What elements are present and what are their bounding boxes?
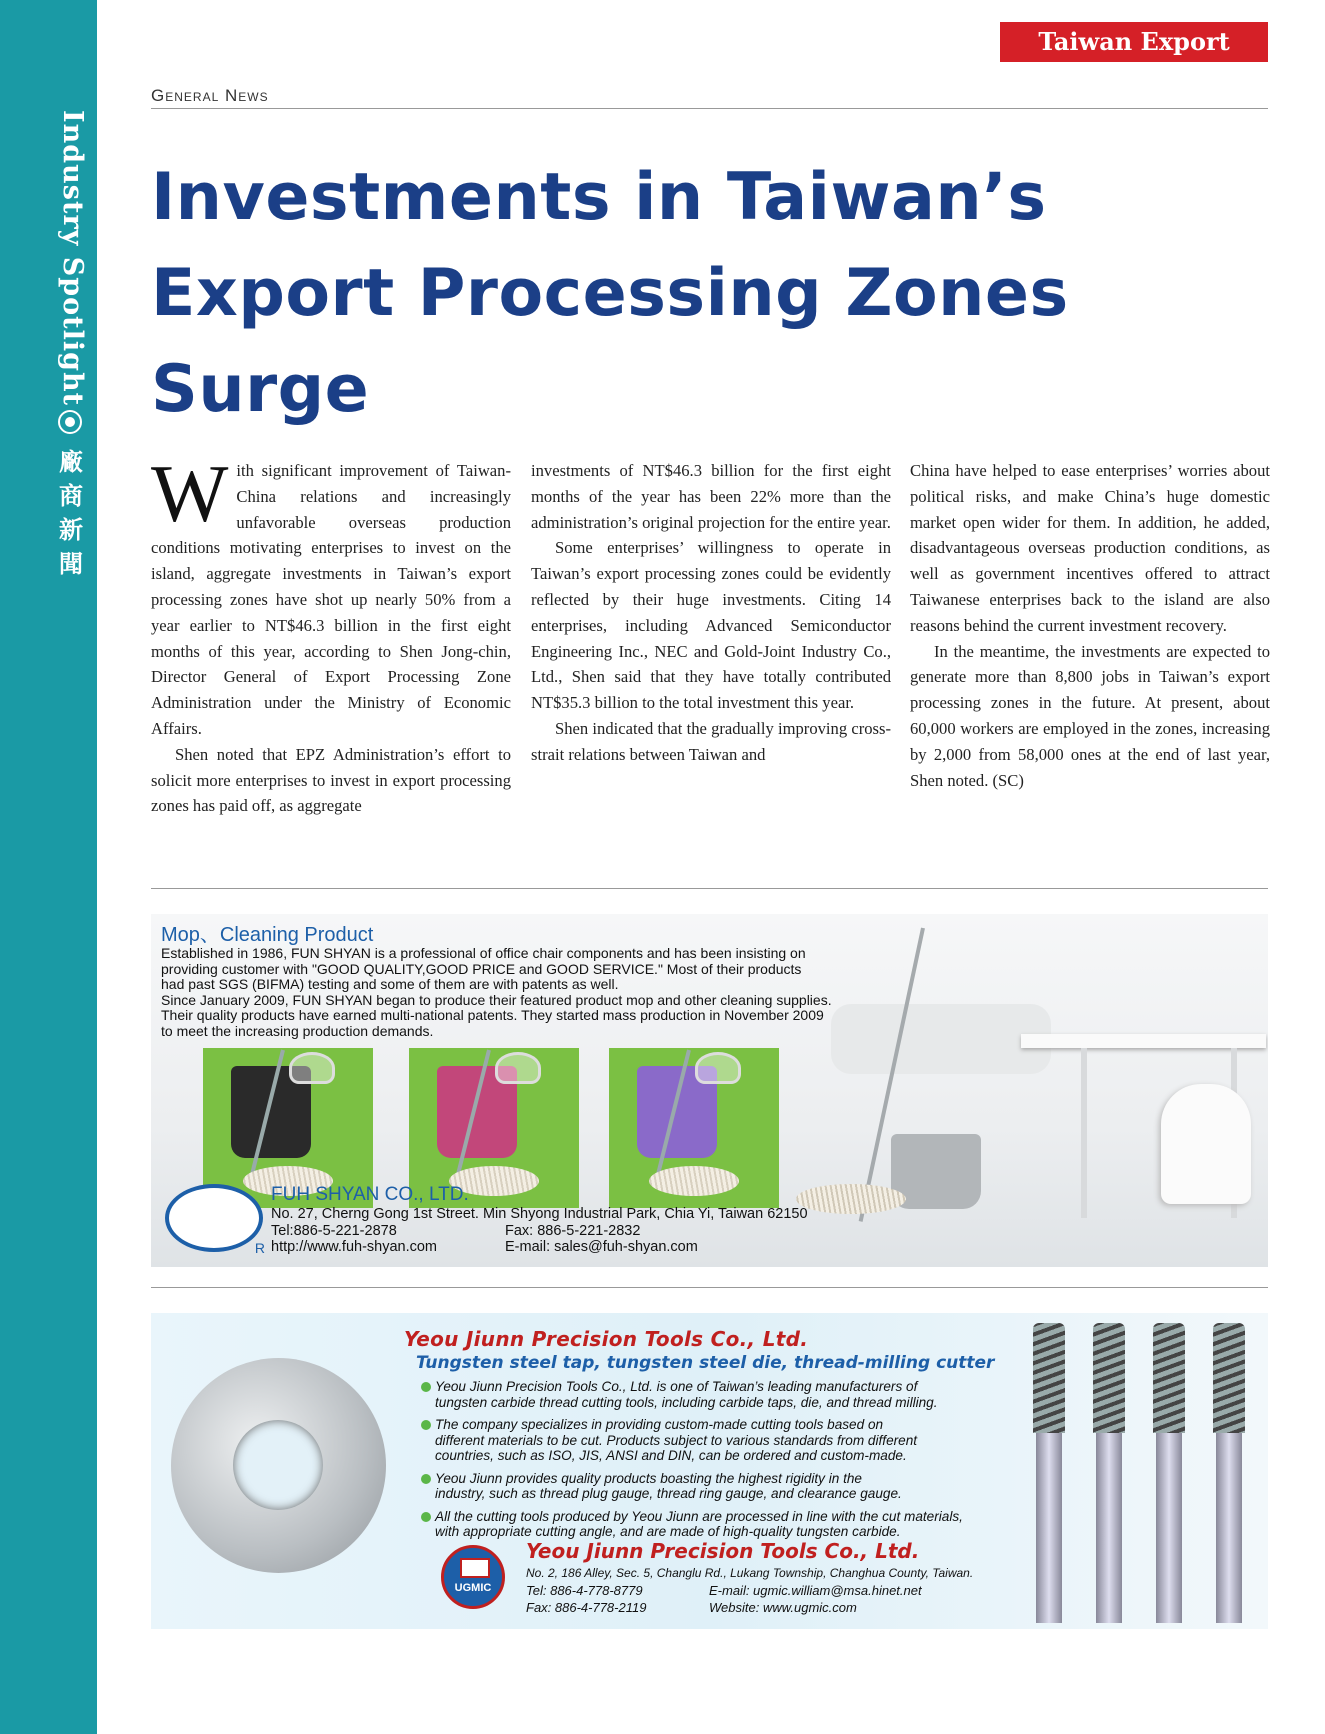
fax: Fax: 886-4-778-2119 [526, 1600, 647, 1615]
fax: Fax: 886-5-221-2832 [505, 1222, 641, 1239]
tap-tool-photo [1033, 1323, 1065, 1623]
bucket-shape [637, 1066, 717, 1158]
article-paragraph: In the meantime, the investments are expected to generate more than 8,800 jobs in Taiwan’s export processing zones in the future. At present, about 60,000 workers are employed in the zones, increasing by 2,000 from 58,000 ones at the end of last year, Shen noted. (SC) [910, 641, 1270, 790]
sidebar-cjk-char: 商 [59, 482, 83, 510]
feature-item [421, 1509, 1201, 1540]
ad-title: Yeou Jiunn Precision Tools Co., Ltd. [404, 1327, 809, 1351]
sidebar-cjk-label [56, 445, 86, 581]
article-paragraph: Shen indicated that the gradually improving cross-strait relations between Taiwan and [531, 718, 891, 764]
article-paragraph: China have helped to ease enterprises’ worries about political risks, and make China’s huge domestic market open wider for them. In addition, he added, disadvantageous overseas production conditions, as well as government incentives offered to attract Taiwanese enterprises back to the island are also reasons behind the current investment recovery. [910, 461, 1270, 635]
contact-row [271, 1239, 808, 1256]
chair-illustration [1161, 1084, 1251, 1204]
tap-tool-photo [1093, 1323, 1125, 1623]
contact-info [271, 1206, 808, 1256]
publication-badge: Taiwan Export Express [1000, 22, 1268, 62]
yeou-jiunn-advertisement [151, 1313, 1268, 1629]
header-divider [151, 108, 1268, 109]
contact-row [526, 1582, 973, 1599]
sidebar-cjk-char: 新 [59, 516, 83, 544]
sidebar-cjk-char: 聞 [59, 550, 83, 578]
address: No. 27, Cherng Gong 1st Street. Min Shyong Industrial Park, Chia Yi, Taiwan 62150 [271, 1206, 808, 1222]
feature-item [421, 1379, 1201, 1410]
company-name: Yeou Jiunn Precision Tools Co., Ltd. [526, 1539, 920, 1563]
ad-divider [151, 888, 1268, 889]
ad-divider [151, 1287, 1268, 1288]
tap-tool-photo [1213, 1323, 1245, 1623]
article-column-3 [910, 458, 1270, 793]
article-paragraph: Shen noted that EPZ Administration’s effort to solicit more enterprises to invest in export processing zones has paid off, as aggregate [151, 744, 511, 816]
ad-description-line: Established in 1986, FUN SHYAN is a professional of office chair components and has been insisting on [161, 945, 806, 961]
article-column-1 [151, 448, 511, 819]
ad-description [161, 946, 1041, 1039]
paragraph-text: ith significant improvement of Taiwan-China relations and increasingly unfavorable overseas production conditions motivating enterprises to invest on the island, aggregate investments in Taiwan’s export processing zones have shot up nearly 50% from a year earlier to NT$46.3 billion in the first eight months of this year, according to Shen Jong-chin, Director General of Export Processing Zone Administration under the Ministry of Economic Affairs. [151, 461, 511, 738]
contact-row [526, 1599, 973, 1616]
article-headline: Investments in Taiwan’s Export Processing Zones Surge [151, 160, 1069, 427]
product-photo-purple [609, 1048, 779, 1208]
bucket-shape [231, 1066, 311, 1158]
table-leg [1081, 1048, 1087, 1218]
feature-line: with appropriate cutting angle, and are made of high-quality tungsten carbide. [435, 1524, 901, 1539]
feature-line: All the cutting tools produced by Yeou Jiunn are processed in line with the cut materials, [435, 1508, 963, 1524]
fuh-shyan-logo [165, 1184, 263, 1252]
feature-line: industry, such as thread plug gauge, thread ring gauge, and clearance gauge. [435, 1486, 902, 1501]
table-illustration [1021, 1034, 1266, 1048]
thread-die-photo [171, 1358, 386, 1573]
ugmic-logo: UGMIC [441, 1545, 505, 1609]
ad-description-line: had past SGS (BIFMA) testing and some of them are with patents as well. [161, 976, 619, 992]
feature-item [421, 1471, 1201, 1502]
feature-line: countries, such as ISO, JIS, ANSI and DIN, can be ordered and custom-made. [435, 1448, 907, 1463]
contact-row [271, 1223, 808, 1240]
ad-description-line: Since January 2009, FUN SHYAN began to produce their featured product mop and other cleaning supplies. [161, 991, 832, 1008]
ad-subtitle: Tungsten steel tap, tungsten steel die, thread-milling cutter [416, 1353, 995, 1373]
article-paragraph: Some enterprises’ willingness to operate in Taiwan’s export processing zones could be evidently reflected by their huge investments. Citing 14 enterprises, including Advanced Semiconductor Engineering Inc., NEC and Gold-Joint Industry Co., Ltd., Shen said that they have totally contributed NT$35.3 billion to the total investment this year. [531, 538, 891, 713]
contact-info [526, 1565, 973, 1616]
section-label: General News [151, 86, 269, 105]
sidebar-label: Industry Spotlight [57, 110, 88, 407]
email-link[interactable]: E-mail: sales@fuh-shyan.com [505, 1239, 698, 1255]
ad-description-line: providing customer with "GOOD QUALITY,GOOD PRICE and GOOD SERVICE." Most of their products [161, 960, 802, 977]
bullseye-icon [58, 410, 82, 434]
phone: Tel: 886-4-778-8779 [526, 1583, 643, 1598]
bucket-shape [437, 1066, 517, 1158]
sidebar-cjk-char: 廠 [59, 448, 83, 476]
feature-line: Yeou Jiunn Precision Tools Co., Ltd. is one of Taiwan’s leading manufacturers of [435, 1379, 918, 1394]
article-paragraph [151, 448, 511, 742]
article-paragraph: investments of NT$46.3 billion for the first eight months of the year has been 22% more than the administration’s original projection for the entire year. [531, 461, 891, 532]
feature-list [421, 1379, 1201, 1547]
feature-line: different materials to be cut. Products subject to various standards from different [435, 1432, 918, 1448]
feature-line: Yeou Jiunn provides quality products boasting the highest rigidity in the [435, 1470, 862, 1486]
tap-tool-photo [1153, 1323, 1185, 1623]
drop-cap: W [151, 448, 229, 539]
sidebar [0, 0, 97, 1734]
address: No. 2, 186 Alley, Sec. 5, Changlu Rd., Lukang Township, Changhua County, Taiwan. [526, 1566, 974, 1580]
feature-line: tungsten carbide thread cutting tools, including carbide taps, die, and thread milling. [435, 1394, 938, 1410]
phone: Tel:886-5-221-2878 [271, 1222, 397, 1239]
mop-head [796, 1184, 906, 1214]
ad-title: Mop、Cleaning Product [161, 924, 374, 946]
company-name: FUH SHYAN CO., LTD. [271, 1184, 469, 1205]
feature-item [421, 1417, 1201, 1464]
mop-head [649, 1166, 739, 1196]
ad-description-line: Their quality products have earned multi-national patents. They started mass production in November 2009 [161, 1007, 824, 1023]
email-link[interactable]: E-mail: ugmic.william@msa.hinet.net [709, 1583, 922, 1598]
website-link[interactable]: Website: www.ugmic.com [709, 1600, 857, 1615]
ad-description-line: to meet the increasing production demands. [161, 1022, 434, 1039]
feature-line: The company specializes in providing custom-made cutting tools based on [435, 1417, 884, 1432]
article-column-2 [531, 458, 891, 768]
fuh-shyan-advertisement [151, 914, 1268, 1267]
website-link[interactable]: http://www.fuh-shyan.com [271, 1239, 438, 1255]
